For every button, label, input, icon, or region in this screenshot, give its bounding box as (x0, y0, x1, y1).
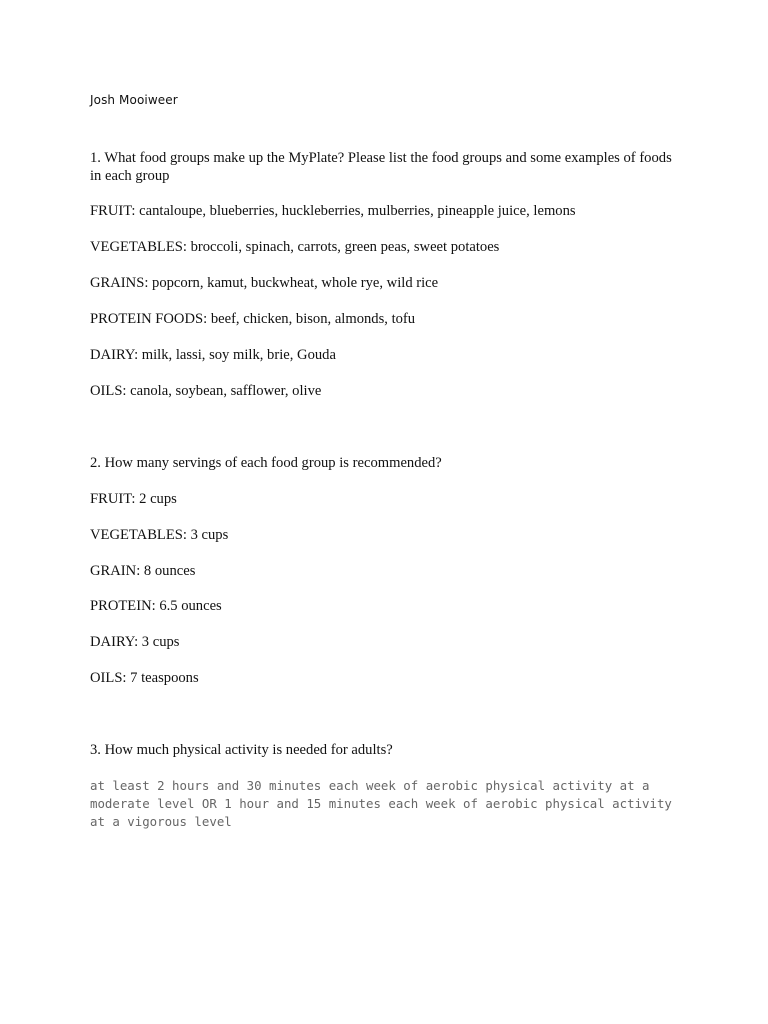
question-1: 1. What food groups make up the MyPlate? Please list the food groups and some examples of foods in each group (90, 150, 672, 184)
answer-2-vegetables: VEGETABLES: 3 cups (90, 527, 229, 543)
answer-2-fruit: FRUIT: 2 cups (90, 491, 177, 507)
question-2: 2. How many servings of each food group is recommended? (90, 455, 442, 471)
answer-1-protein: PROTEIN FOODS: beef, chicken, bison, almonds, tofu (90, 311, 416, 327)
answer-2-protein: PROTEIN: 6.5 ounces (90, 598, 222, 614)
answer-1-vegetables: VEGETABLES: broccoli, spinach, carrots, green peas, sweet potatoes (90, 239, 500, 255)
answer-1-fruit: FRUIT: cantaloupe, blueberries, huckleberries, mulberries, pineapple juice, lemons (90, 203, 576, 219)
answer-1-dairy: DAIRY: milk, lassi, soy milk, brie, Gouda (90, 347, 336, 363)
question-3: 3. How much physical activity is needed for adults? (90, 742, 393, 758)
answer-1-grains: GRAINS: popcorn, kamut, buckwheat, whole rye, wild rice (90, 275, 439, 291)
answer-1-oils: OILS: canola, soybean, safflower, olive (90, 383, 322, 399)
author-name: Josh Mooiweer (90, 93, 178, 107)
answer-2-oils: OILS: 7 teaspoons (90, 670, 199, 686)
answer-2-dairy: DAIRY: 3 cups (90, 634, 180, 650)
answer-2-grain: GRAIN: 8 ounces (90, 563, 196, 579)
answer-3: at least 2 hours and 30 minutes each week of aerobic physical activity at a moderate level OR 1 hour and 15 minutes each week of aerobic physical activity at a vigorous level (90, 778, 672, 829)
